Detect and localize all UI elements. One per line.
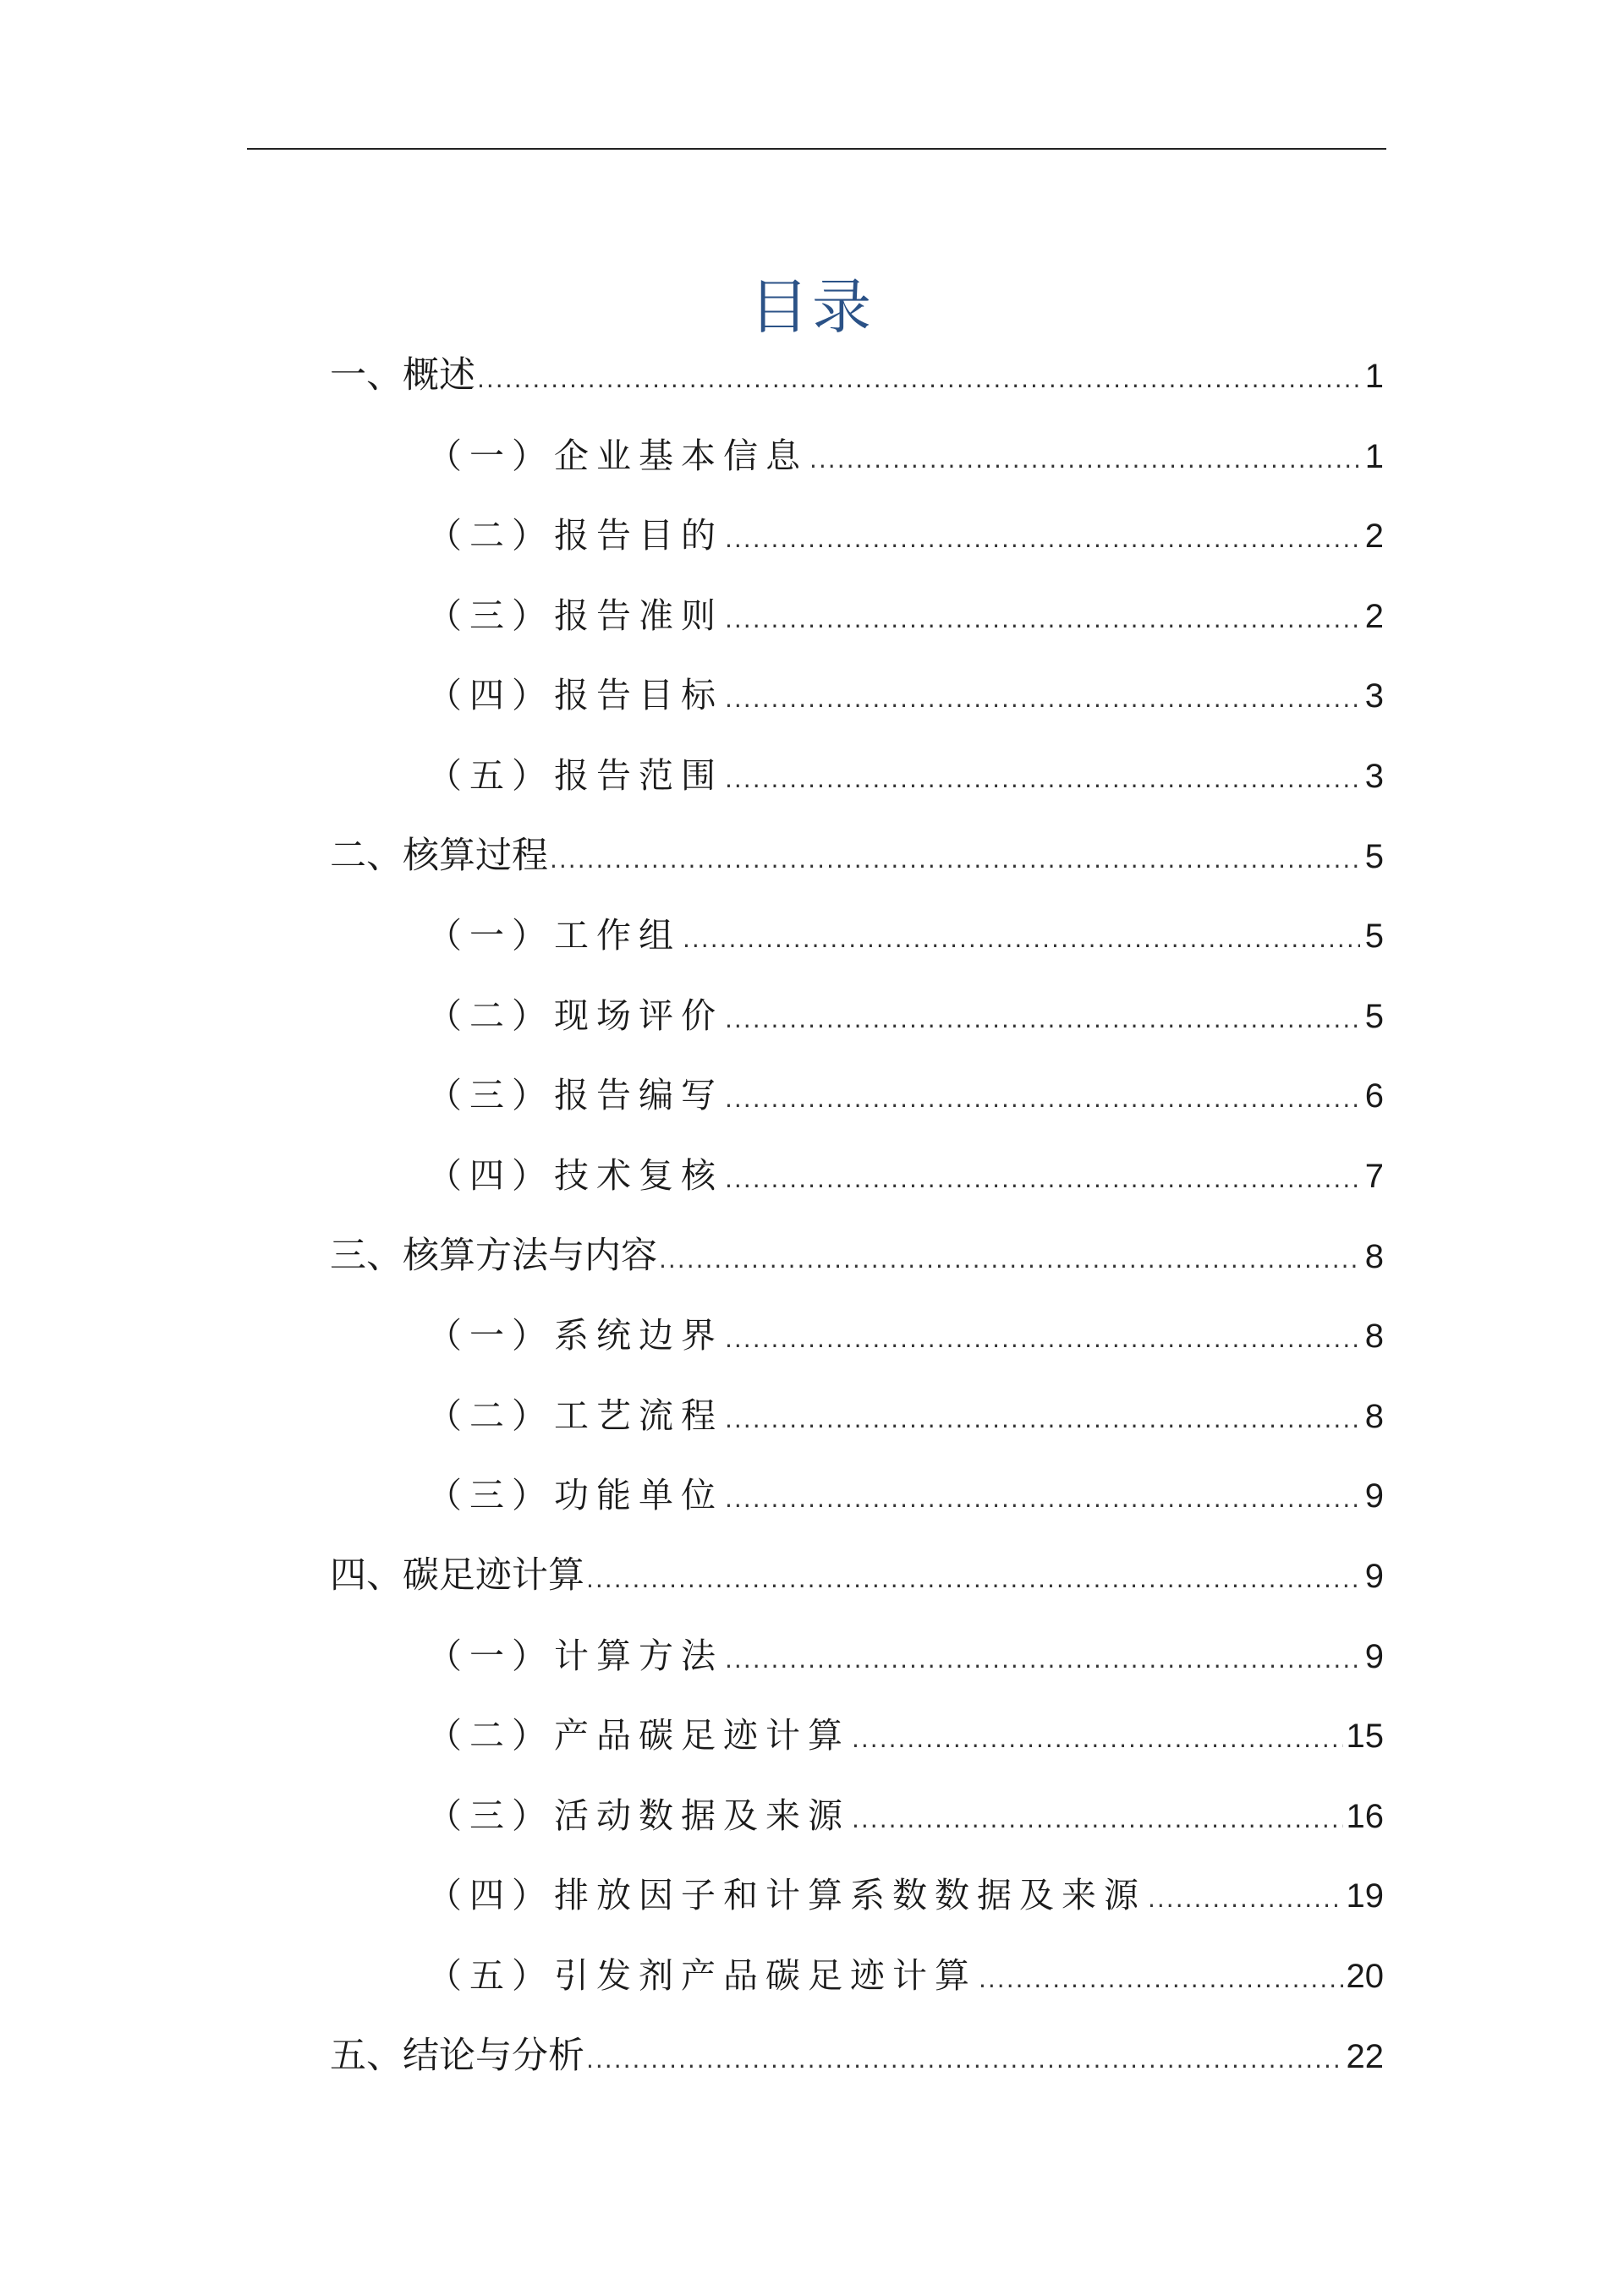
toc-dot-leader	[725, 593, 1360, 647]
toc-dot-leader	[852, 1712, 1343, 1767]
toc-section-entry[interactable]	[427, 668, 1384, 722]
toc-dot-leader	[852, 1793, 1343, 1847]
toc-page-number: 5	[1364, 918, 1384, 955]
toc-section-entry[interactable]	[427, 1148, 1384, 1203]
toc-section-entry[interactable]	[427, 1629, 1384, 1683]
page-title: 目录	[749, 272, 875, 342]
toc-dot-leader	[550, 833, 1360, 887]
toc-page-number: 1	[1364, 358, 1384, 395]
toc-entry-label: （一）计算方法	[427, 1636, 723, 1676]
toc-section-entry[interactable]	[427, 1468, 1384, 1522]
toc-dot-leader	[725, 512, 1360, 567]
toc-dot-leader	[659, 1233, 1360, 1287]
toc-entry-label: （四）报告目标	[427, 675, 723, 715]
toc-chapter-entry[interactable]	[330, 1548, 1384, 1603]
toc-section-entry[interactable]	[427, 1068, 1384, 1122]
toc-section-entry[interactable]	[427, 1948, 1384, 2003]
toc-page-number: 9	[1364, 1638, 1384, 1675]
toc-dot-leader	[586, 2033, 1343, 2087]
toc-entry-label: （一）系统边界	[427, 1315, 723, 1356]
toc-page-number: 6	[1364, 1077, 1384, 1115]
toc-dot-leader	[683, 912, 1360, 967]
toc-page-number: 8	[1364, 1318, 1384, 1355]
toc-entry-label: 二、核算过程	[330, 835, 548, 877]
toc-section-entry[interactable]	[427, 748, 1384, 803]
toc-entry-label: （四）排放因子和计算系数数据及来源	[427, 1875, 1146, 1915]
toc-page-number: 20	[1346, 1958, 1384, 1995]
toc-section-entry[interactable]	[427, 908, 1384, 962]
toc-page-number: 5	[1364, 838, 1384, 875]
toc-dot-leader	[477, 353, 1360, 407]
toc-page-number: 5	[1364, 998, 1384, 1035]
toc-page-number: 3	[1364, 677, 1384, 715]
toc-entry-label: 三、核算方法与内容	[330, 1235, 657, 1277]
toc-dot-leader	[809, 433, 1360, 487]
toc-section-entry[interactable]	[427, 429, 1384, 483]
toc-dot-leader	[725, 753, 1360, 807]
toc-dot-leader	[725, 1153, 1360, 1207]
toc-dot-leader	[1148, 1872, 1343, 1926]
toc-dot-leader	[725, 1472, 1360, 1526]
toc-section-entry[interactable]	[427, 589, 1384, 643]
toc-entry-label: （三）活动数据及来源	[427, 1795, 850, 1836]
toc-page-number: 16	[1346, 1798, 1384, 1835]
toc-entry-label: （五）报告范围	[427, 755, 723, 796]
toc-page-number: 7	[1364, 1158, 1384, 1195]
toc-page-number: 9	[1364, 1477, 1384, 1515]
toc-entry-label: （二）工艺流程	[427, 1395, 723, 1436]
toc-dot-leader	[725, 1072, 1360, 1126]
toc-page-number: 1	[1364, 438, 1384, 475]
toc-dot-leader	[586, 1553, 1360, 1607]
toc-entry-label: （二）产品碳足迹计算	[427, 1715, 850, 1756]
toc-dot-leader	[725, 672, 1360, 726]
toc-chapter-entry[interactable]	[330, 348, 1384, 403]
toc-entry-label: （一）企业基本信息	[427, 436, 808, 476]
toc-section-entry[interactable]	[427, 1308, 1384, 1362]
toc-page-number: 8	[1364, 1238, 1384, 1275]
toc-entry-label: （四）技术复核	[427, 1155, 723, 1196]
toc-entry-label: （三）功能单位	[427, 1475, 723, 1515]
toc-page-number: 19	[1346, 1877, 1384, 1915]
toc-page-number: 9	[1364, 1558, 1384, 1595]
toc-dot-leader	[725, 1633, 1360, 1687]
toc-entry-label: 一、概述	[330, 354, 475, 397]
toc-dot-leader	[725, 1312, 1360, 1367]
toc-chapter-entry[interactable]	[330, 829, 1384, 883]
toc-page-number: 8	[1364, 1398, 1384, 1435]
toc-section-entry[interactable]	[427, 508, 1384, 562]
toc-entry-label: （五）引发剂产品碳足迹计算	[427, 1955, 977, 1996]
toc-chapter-entry[interactable]	[330, 2029, 1384, 2083]
toc-page-number: 3	[1364, 758, 1384, 795]
toc-entry-label: 四、碳足迹计算	[330, 1554, 584, 1597]
toc-entry-label: （一）工作组	[427, 915, 681, 956]
toc-page-number: 15	[1346, 1718, 1384, 1755]
toc-chapter-entry[interactable]	[330, 1229, 1384, 1283]
toc-section-entry[interactable]	[427, 989, 1384, 1043]
toc-dot-leader	[725, 993, 1360, 1047]
toc-entry-label: （三）报告编写	[427, 1075, 723, 1115]
toc-dot-leader	[725, 1393, 1360, 1447]
toc-section-entry[interactable]	[427, 1708, 1384, 1762]
toc-page-number: 2	[1364, 518, 1384, 555]
toc-section-entry[interactable]	[427, 1389, 1384, 1443]
toc-page-number: 22	[1346, 2038, 1384, 2075]
toc-entry-label: （二）现场评价	[427, 995, 723, 1036]
toc-section-entry[interactable]	[427, 1868, 1384, 1922]
toc-page-number: 2	[1364, 598, 1384, 635]
toc-dot-leader	[979, 1953, 1343, 2007]
toc-entry-label: （三）报告准则	[427, 595, 723, 636]
toc-entry-label: （二）报告目的	[427, 515, 723, 556]
toc-section-entry[interactable]	[427, 1789, 1384, 1843]
toc-entry-label: 五、结论与分析	[330, 2035, 584, 2077]
